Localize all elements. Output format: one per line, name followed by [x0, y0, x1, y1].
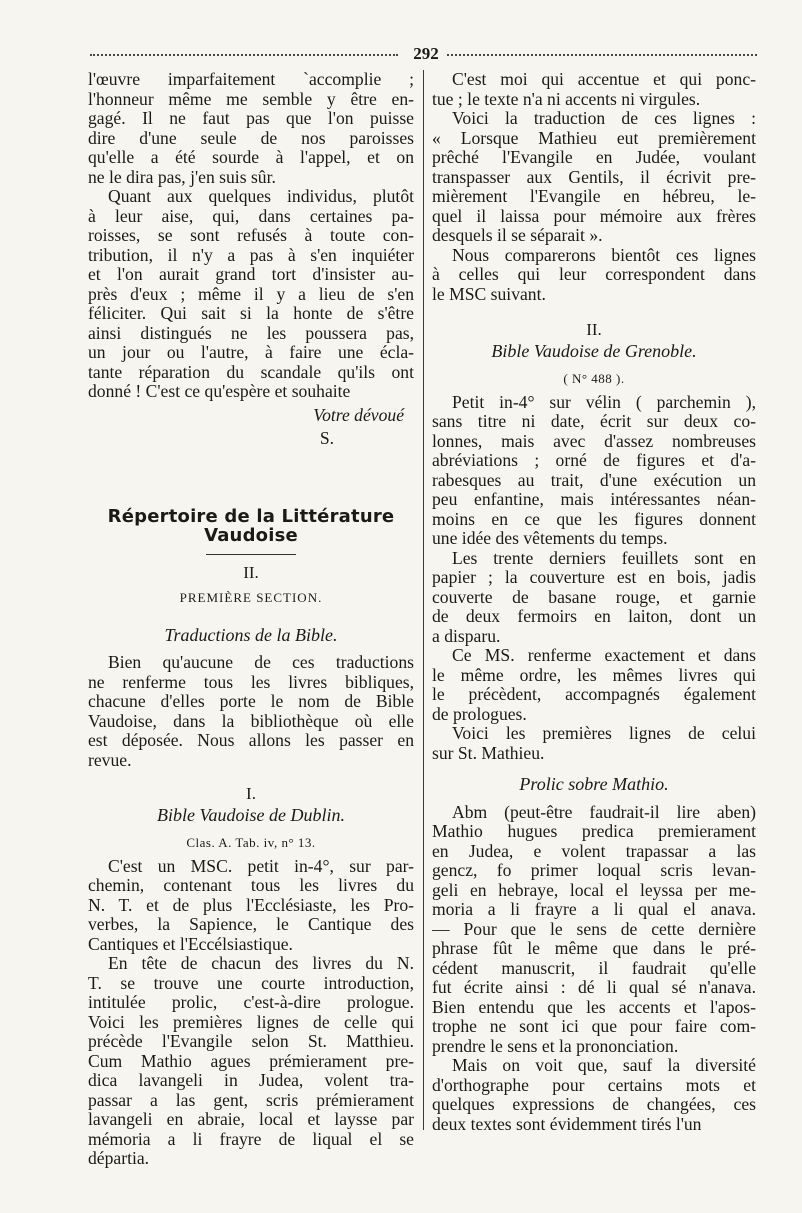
- text-line: Petit in-4° sur vélin ( parchemin ),: [452, 392, 756, 412]
- text-line: féliciter. Qui sait si la honte de s'être: [88, 304, 414, 323]
- right-paragraphs: [432, 70, 756, 304]
- paragraph: [432, 70, 756, 109]
- text-line: tue ; le texte n'a ni accents ni virgules.: [432, 89, 701, 109]
- text-line: de deux fermoirs en laiton, dont un: [432, 607, 756, 626]
- section-title: Répertoire de la Littérature Vaudoise: [107, 505, 395, 546]
- page-number: 292: [413, 44, 439, 63]
- section-subtitle: PREMIÈRE SECTION.: [179, 590, 323, 605]
- final-paragraphs: [432, 803, 756, 1135]
- text-line: près d'eux ; même il y a lieu de s'en: [88, 284, 414, 304]
- text-line: l'honneur même me semble y être en-: [88, 89, 414, 109]
- text-line: passar a las gent, scris prémierament: [88, 1090, 414, 1110]
- text-line: départia.: [88, 1149, 150, 1168]
- text-line: tante réparation du scandale qu'ils ont: [88, 362, 414, 382]
- text-line: à celles qui leur correspondent dans: [432, 265, 756, 284]
- text-line: couverte de basane rouge, et garnie: [432, 587, 756, 607]
- text-line: une idée des vêtements du temps.: [432, 529, 668, 548]
- text-line: C'est un MSC. petit in-4°, sur par-: [108, 856, 414, 876]
- right-column: [432, 70, 756, 1134]
- text-line: le précèdent, accompagnés également: [432, 685, 756, 704]
- text-line: mièrement l'Evangile en hébreu, le-: [432, 187, 756, 206]
- paragraph: [432, 803, 756, 1057]
- sub-heading: Traductions de la Bible.: [164, 624, 338, 645]
- text-line: dica lavangeli in Judea, volent tra-: [88, 1071, 414, 1090]
- text-line: Quant aux quelques individus, plutôt: [108, 187, 414, 206]
- header-rule-right: [447, 54, 757, 56]
- paragraph: [432, 549, 756, 647]
- text-line: verbes, la Sapience, le Cantique des: [88, 915, 414, 934]
- text-line: Vaudoise, dans la bibliothèque où elle: [88, 711, 414, 731]
- text-line: lonnes, mais avec d'assez nombreuses: [432, 431, 756, 451]
- title-rule: [206, 554, 296, 555]
- text-line: dire d'une seule de nos paroisses: [88, 128, 414, 148]
- part-heading-2: Bible Vaudoise de Grenoble.: [491, 340, 697, 361]
- text-line: En tête de chacun des livres du N.: [108, 954, 414, 973]
- paragraph: [432, 109, 756, 246]
- text-line: est déposée. Nous allons les passer en: [88, 731, 414, 750]
- part-paragraphs: [88, 857, 414, 1169]
- left-column: [88, 70, 414, 1169]
- text-line: trophe ne sont ici que pour faire com-: [432, 1017, 756, 1036]
- text-line: Voici les premières lignes de celui: [452, 724, 756, 743]
- paragraph: [432, 1056, 756, 1134]
- text-line: ne renferme tous les livres bibliques,: [88, 672, 414, 692]
- left-paragraphs: [88, 70, 414, 402]
- text-line: quelques expressions de changées, ces: [432, 1095, 756, 1114]
- text-line: chacune d'elles porte le nom de Bible: [88, 692, 414, 711]
- text-line: rabesques au trait, d'une exécution un: [432, 470, 756, 490]
- text-line: lavangeli en abraie, local et laysse par: [88, 1110, 414, 1129]
- text-line: C'est moi qui accentue et qui ponc-: [452, 70, 756, 89]
- text-line: précède l'Evangile selon St. Matthieu.: [88, 1032, 414, 1051]
- text-line: roisses, se sont refusés à toute con-: [88, 226, 414, 245]
- text-line: l'œuvre imparfaitement `accomplie ;: [88, 70, 414, 89]
- text-line: prêché l'Evangile en Judée, voulant: [432, 148, 756, 167]
- text-line: et l'on aurait grand tort d'insister au-: [88, 265, 414, 284]
- paragraph: [432, 724, 756, 763]
- text-line: papier ; la couverture est en bois, jadis: [432, 568, 756, 587]
- text-line: deux textes sont évidemment tirés l'un: [432, 1114, 702, 1134]
- text-line: Voici la traduction de ces lignes :: [452, 109, 756, 128]
- text-line: Nous comparerons bientôt ces lignes: [452, 245, 756, 265]
- text-line: moria a li frayre a li qual el anava.: [432, 900, 756, 919]
- text-line: ne le dira pas, j'en suis sûr.: [88, 167, 276, 187]
- text-line: desquels il se séparait ».: [432, 226, 603, 245]
- signature-initial: S.: [319, 428, 334, 448]
- text-line: de prologues.: [432, 704, 527, 724]
- part-number: I.: [246, 784, 256, 803]
- text-line: — Pour que le sens de cette dernière: [432, 919, 756, 939]
- text-line: transpasser aux Gentils, il écrivit pre-: [432, 167, 756, 187]
- paragraph: [88, 954, 414, 1169]
- paragraph: [88, 187, 414, 402]
- text-line: Mathio hugues predica premierament: [432, 822, 756, 841]
- part-paragraphs-2: [432, 393, 756, 764]
- text-line: d'orthographe pour certains mots et: [432, 1075, 756, 1095]
- part-reference-2: ( N° 488 ).: [563, 371, 625, 386]
- text-line: gagé. Il ne faut pas que l'on puisse: [88, 109, 414, 128]
- text-line: Cantiques et l'Eccélsiastique.: [88, 934, 293, 954]
- page-header: [90, 44, 757, 64]
- column-divider: [423, 70, 424, 1130]
- text-line: fut écrite ainsi : dé li qual sé n'anava.: [432, 978, 756, 997]
- text-line: Les trente derniers feuillets sont en: [452, 548, 756, 568]
- paragraph: [432, 393, 756, 549]
- part-reference: Clas. A. Tab. iv, n° 13.: [186, 835, 316, 850]
- text-line: Voici les premières lignes de celle qui: [88, 1012, 414, 1032]
- text-line: donné ! C'est ce qu'espère et souhaite: [88, 382, 351, 401]
- text-line: sur St. Mathieu.: [432, 743, 545, 763]
- text-line: qu'elle a été sourde à l'appel, et on: [88, 148, 414, 167]
- text-line: Bien qu'aucune de ces traductions: [108, 653, 414, 672]
- text-line: « Lorsque Mathieu eut premièrement: [432, 128, 756, 148]
- paragraph: [88, 70, 414, 187]
- text-line: le même ordre, les mêmes livres qui: [432, 665, 756, 685]
- text-line: gencz, fo primer loqual scris levan-: [432, 861, 756, 880]
- text-line: Ce MS. renferme exactement et dans: [452, 646, 756, 665]
- text-line: a disparu.: [432, 626, 501, 646]
- text-line: revue.: [88, 750, 132, 770]
- text-line: quel il laissa pour mémoire aux frères: [432, 206, 756, 226]
- text-line: à leur aise, qui, dans certaines pa-: [88, 206, 414, 226]
- text-line: phrase fût le même que dans le pré-: [432, 939, 756, 958]
- part-number-2: II.: [586, 320, 602, 339]
- text-line: moins en ce que les figures donnent: [432, 509, 756, 529]
- text-line: prendre le sens et la prononciation.: [432, 1036, 679, 1056]
- text-line: T. se trouve une courte introduction,: [88, 973, 414, 993]
- text-line: chemin, contenant tous les livres du: [88, 876, 414, 895]
- part-heading: Bible Vaudoise de Dublin.: [157, 804, 345, 825]
- text-line: peu enfantine, mais intéressantes néan-: [432, 490, 756, 509]
- text-line: abréviations ; orné de figures et d'a-: [432, 451, 756, 470]
- text-line: Mais on voit que, sauf la diversité: [452, 1056, 756, 1075]
- paragraph: [88, 857, 414, 955]
- text-line: le MSC suivant.: [432, 284, 546, 304]
- text-line: intitulée prolic, c'est-à-dire prologue.: [88, 993, 414, 1012]
- text-line: ainsi distingués ne les poussera pas,: [88, 323, 414, 343]
- paragraph: [432, 646, 756, 724]
- intro-paragraph: [88, 653, 414, 770]
- text-line: en Judea, e volent trapassar a las: [432, 841, 756, 861]
- section-number: II.: [243, 562, 259, 582]
- text-line: Abm (peut-être faudrait-il lire aben): [452, 802, 756, 822]
- prolic-heading: Prolic sobre Mathio.: [519, 774, 669, 794]
- signature-phrase: Votre dévoué: [313, 404, 404, 425]
- text-line: tribution, il n'y a pas à s'en inquiéter: [88, 245, 414, 265]
- text-line: N. T. et de plus l'Ecclésiaste, les Pro-: [88, 895, 414, 915]
- header-rule-left: [90, 54, 398, 56]
- text-line: un jour ou l'autre, à faire une écla-: [88, 343, 414, 362]
- text-line: sans titre ni date, écrit sur deux co-: [432, 412, 756, 431]
- paragraph: [88, 653, 414, 770]
- text-line: Cum Mathio agues prémierament pre-: [88, 1051, 414, 1071]
- text-line: geli en hebraye, local el leyssa per me-: [432, 880, 756, 900]
- text-line: Bien entendu que les accents et l'apos-: [432, 997, 756, 1017]
- text-line: mémoria a li frayre de liqual el se: [88, 1129, 414, 1149]
- paragraph: [432, 246, 756, 305]
- text-line: cédent manuscrit, il faudrait qu'elle: [432, 958, 756, 978]
